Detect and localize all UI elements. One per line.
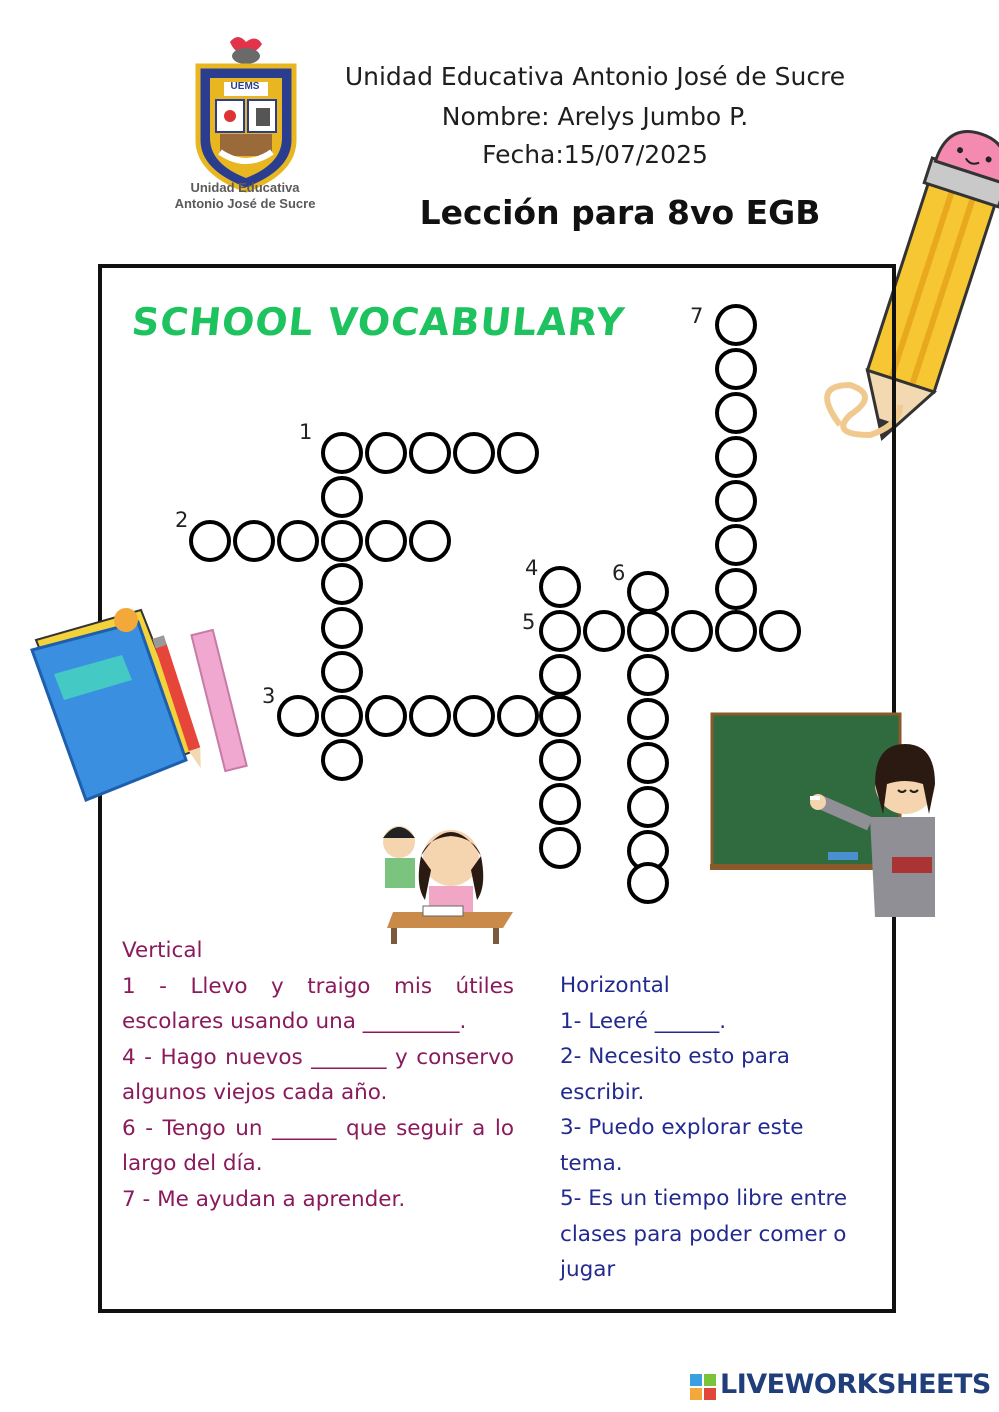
crossword-number-2: 2 (175, 508, 189, 532)
crossword-cell[interactable] (539, 654, 581, 696)
vertical-clue-6: 6 - Tengo un ______ que seguir a lo largo del día. (122, 1115, 514, 1176)
crossword-cell[interactable] (365, 520, 407, 562)
crossword-cell[interactable] (583, 610, 625, 652)
date-label: Fecha:15/07/2025 (482, 140, 708, 169)
crossword-cell[interactable] (409, 432, 451, 474)
crossword-cell[interactable] (497, 432, 539, 474)
horizontal-heading: Horizontal (560, 973, 670, 998)
crossword-cell[interactable] (321, 651, 363, 693)
crossword-cell[interactable] (233, 520, 275, 562)
crossword-cell[interactable] (627, 654, 669, 696)
lesson-title: Lección para 8vo EGB (419, 193, 821, 232)
crossword-cell[interactable] (715, 568, 757, 610)
logo-caption-line2: Antonio José de Sucre (174, 196, 316, 211)
crossword-cell[interactable] (453, 432, 495, 474)
crossword-cell[interactable] (715, 348, 757, 390)
crossword-cell[interactable] (627, 571, 669, 613)
liveworksheets-brand: LIVEWORKSHEETS (720, 1369, 991, 1400)
crossword-cell[interactable] (321, 563, 363, 605)
vertical-clue-1: 1 - Llevo y traigo mis útiles escolares usando una _________. (122, 973, 514, 1034)
worksheet-title: SCHOOL VOCABULARY (129, 300, 627, 344)
crossword-cell[interactable] (409, 695, 451, 737)
crossword-cell[interactable] (715, 610, 757, 652)
crossword-cell[interactable] (539, 783, 581, 825)
crossword-cell[interactable] (277, 520, 319, 562)
crossword-cell[interactable] (539, 610, 581, 652)
crossword-cell[interactable] (539, 566, 581, 608)
crossword-cell[interactable] (539, 827, 581, 869)
crossword-cell[interactable] (671, 610, 713, 652)
crossword-cell[interactable] (627, 698, 669, 740)
liveworksheets-logo-icon (690, 1374, 716, 1400)
crossword-cell[interactable] (365, 432, 407, 474)
crossword-cell[interactable] (715, 436, 757, 478)
crossword-number-1: 1 (299, 420, 313, 444)
crossword-number-4: 4 (525, 556, 539, 580)
students-icon (363, 812, 515, 944)
crossword-cell[interactable] (189, 520, 231, 562)
crossword-cell[interactable] (277, 695, 319, 737)
crossword-cell[interactable] (627, 862, 669, 904)
crossword-cell[interactable] (627, 742, 669, 784)
school-name: Unidad Educativa Antonio José de Sucre (344, 62, 846, 91)
horizontal-clue-1: 1- Leeré ______. (560, 1008, 727, 1034)
crossword-cell[interactable] (321, 476, 363, 518)
crossword-cell[interactable] (715, 524, 757, 566)
crossword-cell[interactable] (539, 739, 581, 781)
logo-caption (150, 180, 340, 212)
student-name: Nombre: Arelys Jumbo P. (441, 102, 749, 131)
horizontal-clue-5: 5- Es un tiempo libre entre clases para poder comer o jugar (560, 1186, 848, 1282)
crossword-cell[interactable] (627, 786, 669, 828)
logo-caption-line1: Unidad Educativa (190, 180, 300, 195)
crossword-cell[interactable] (453, 695, 495, 737)
books-icon (26, 600, 251, 815)
crossword-cell[interactable] (539, 695, 581, 737)
crossword-cell[interactable] (321, 739, 363, 781)
crossword-cell[interactable] (321, 520, 363, 562)
crossword-number-3: 3 (262, 684, 276, 708)
vertical-clues (122, 933, 514, 1217)
vertical-clue-4: 4 - Hago nuevos _______ y conservo algunos viejos cada año. (122, 1044, 514, 1105)
vertical-clue-7: 7 - Me ayudan a aprender. (122, 1186, 406, 1212)
crossword-number-7: 7 (690, 304, 704, 328)
crossword-cell[interactable] (627, 610, 669, 652)
horizontal-clues (560, 968, 860, 1288)
crossword-cell[interactable] (321, 695, 363, 737)
logo-text: UEMS (230, 81, 260, 92)
crossword-cell[interactable] (321, 432, 363, 474)
horizontal-clue-2: 2- Necesito esto para escribir. (560, 1044, 790, 1105)
teacher-icon (710, 712, 940, 917)
crossword-cell[interactable] (497, 695, 539, 737)
crossword-cell[interactable] (321, 607, 363, 649)
crossword-cell[interactable] (715, 392, 757, 434)
crossword-cell[interactable] (365, 695, 407, 737)
horizontal-clue-3: 3- Puedo explorar este tema. (560, 1115, 804, 1176)
crossword-number-6: 6 (612, 561, 626, 585)
crossword-cell[interactable] (715, 480, 757, 522)
crossword-cell[interactable] (759, 610, 801, 652)
vertical-heading: Vertical (122, 938, 203, 963)
crossword-cell[interactable] (409, 520, 451, 562)
crossword-number-5: 5 (522, 610, 536, 634)
crossword-cell[interactable] (715, 304, 757, 346)
